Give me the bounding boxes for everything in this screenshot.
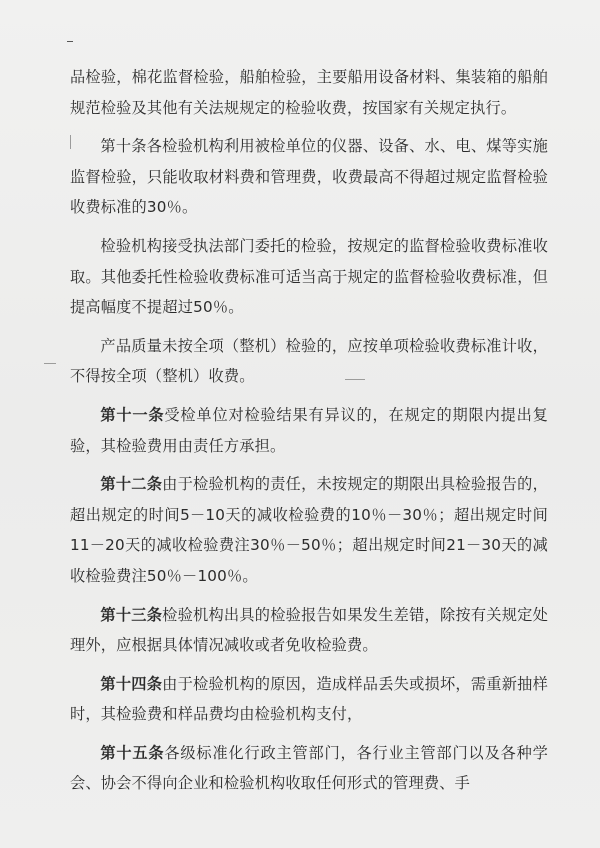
paragraph-text: 由于检验机构的原因，造成样品丢失或损坏，需重新抽样时，其检验费和样品费均由检验机构支付， <box>70 674 548 724</box>
document-body <box>70 62 548 799</box>
paragraph-partial-inspection <box>70 331 548 392</box>
paragraph-commissioned-inspection <box>70 231 548 323</box>
paragraph-text: 产品质量未按全项（整机）检验的，应按单项检验收费标准计收，不得按全项（整机）收费。 <box>70 336 548 386</box>
paragraph-article-14 <box>70 669 548 730</box>
paragraph-article-10 <box>70 131 548 223</box>
paragraph-text: 品检验，棉花监督检验，船舶检验，主要船用设备材料、集装箱的船舶规范检验及其他有关法规规定的检验收费，按国家有关规定执行。 <box>70 68 548 117</box>
article-label: 第十三条 <box>100 605 163 624</box>
paragraph-continuation <box>70 62 548 123</box>
paragraph-text: 由于检验机构的责任，未按规定的期限出具检验报告的，超出规定的时间5－10天的减收检验费的10％－30％；超出规定时间11－20天的减收检验费注30％－50％；超出规定时间21－30天的减收检验费注50％－100％。 <box>70 475 548 585</box>
paragraph-text: 检验机构接受执法部门委托的检验，按规定的监督检验收费标准收取。其他委托性检验收费标准可适当高于规定的监督检验收费标准，但提高幅度不提超过50％。 <box>70 236 548 317</box>
article-label: 第十五条 <box>100 743 165 762</box>
article-label: 第十二条 <box>100 475 163 494</box>
paragraph-text: 第十条各检验机构利用被检单位的仪器、设备、水、电、煤等实施监督检验，只能收取材料费和管理费，收费最高不得超过规定监督检验收费标准的30％。 <box>70 137 548 217</box>
paragraph-article-11 <box>70 400 548 461</box>
margin-dash-mark <box>67 41 73 42</box>
paragraph-article-15 <box>70 738 548 799</box>
paragraph-text: 受检单位对检验结果有异议的，在规定的期限内提出复验，其检验费用由责任方承担。 <box>70 405 548 455</box>
article-label: 第十四条 <box>100 674 163 693</box>
article-label: 第十一条 <box>100 405 165 424</box>
paragraph-article-13 <box>70 600 548 661</box>
paragraph-article-12 <box>70 469 548 591</box>
paragraph-text: 检验机构出具的检验报告如果发生差错，除按有关规定处理外，应根据具体情况减收或者免收检验费。 <box>70 605 548 655</box>
paragraph-text: 各级标准化行政主管部门，各行业主管部门以及各种学会、协会不得向企业和检验机构收取任何形式的管理费、手 <box>70 743 548 793</box>
scan-smudge <box>44 363 56 364</box>
